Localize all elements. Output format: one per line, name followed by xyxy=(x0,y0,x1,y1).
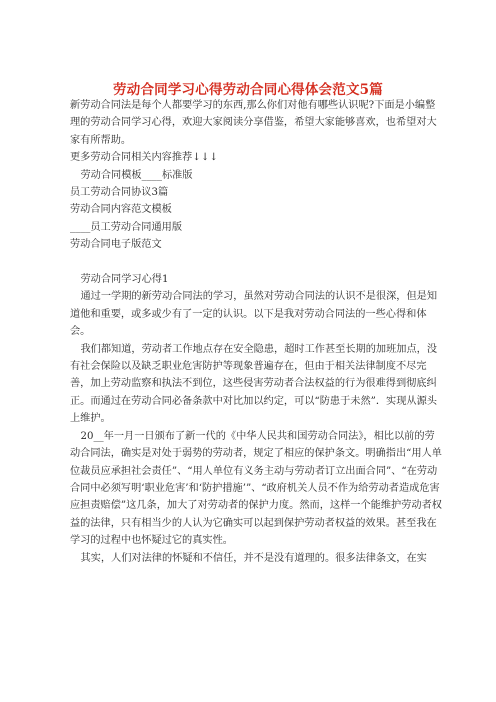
recommended-link-4[interactable]: ____员工劳动合同通用版 xyxy=(70,221,183,233)
section-heading: 劳动合同学习心得1 xyxy=(80,274,169,286)
document-title: 劳动合同学习心得劳动合同心得体会范文5篇 xyxy=(113,82,383,98)
recommended-link-3[interactable]: 劳动合同内容范文模板 xyxy=(70,204,172,216)
intro-paragraph: 新劳动合同法是每个人都要学习的东西,那么你们对他有哪些认识呢?下面是小编整理的劳动合同学习心得，欢迎大家阅读分享借鉴，希望大家能够喜欢，也希望对大家有所帮助。 xyxy=(70,100,437,146)
body-paragraph-2: 我们都知道，劳动者工作地点存在安全隐患，超时工作甚至长期的加班加点，没有社会保险以及缺乏职业危害防护等现象普遍存在，但由于相关法律制度不尽完善，加上劳动监察和执法不到位，这些侵害劳动者合法权益的行为很难得到彻底纠正。而通过在劳动合同必备条款中对比加以约定，可以“防患于未然”．实现从源头上维护。 xyxy=(70,343,438,425)
more-recommendations-label: 更多劳动合同相关内容推荐↓↓↓ xyxy=(70,152,218,164)
document-body xyxy=(70,97,442,567)
body-paragraph-1: 通过一学期的新劳动合同法的学习，虽然对劳动合同法的认识不是很深，但是知道他和重要，或多或少有了一定的认识。以下是我对劳动合同法的一些心得和体会。 xyxy=(70,291,438,338)
body-paragraph-3: 20__年一月一日颁布了新一代的《中华人民共和国劳动合同法》，相比以前的劳动合同法，确实是对处于弱势的劳动者，规定了相应的保护条文。明确指出“用人单位裁员应承担社会责任”、“用人单位有义务主动与劳动者订立出面合同”、“在劳动合同中必须写明‘职业危害’和‘防护措施’”、“政府机关人员不作为给劳动者造成危害应担责赔偿”这几条，加大了对劳动者的保护力度。然而，这样一个能维护劳动者权益的法律，只有相当少的人认为它确实可以起到保护劳动者权益的效果。甚至我在学习的过程中也怀疑过它的真实性。 xyxy=(70,430,442,547)
recommended-link-2[interactable]: 员工劳动合同协议3篇 xyxy=(70,187,169,199)
body-paragraph-4: 其实，人们对法律的怀疑和不信任，并不是没有道理的。很多法律条文，在实 xyxy=(80,552,427,564)
recommended-link-5[interactable]: 劳动合同电子版范文 xyxy=(70,239,162,251)
recommended-link-1[interactable]: 劳动合同模板____标准版 xyxy=(80,169,193,181)
